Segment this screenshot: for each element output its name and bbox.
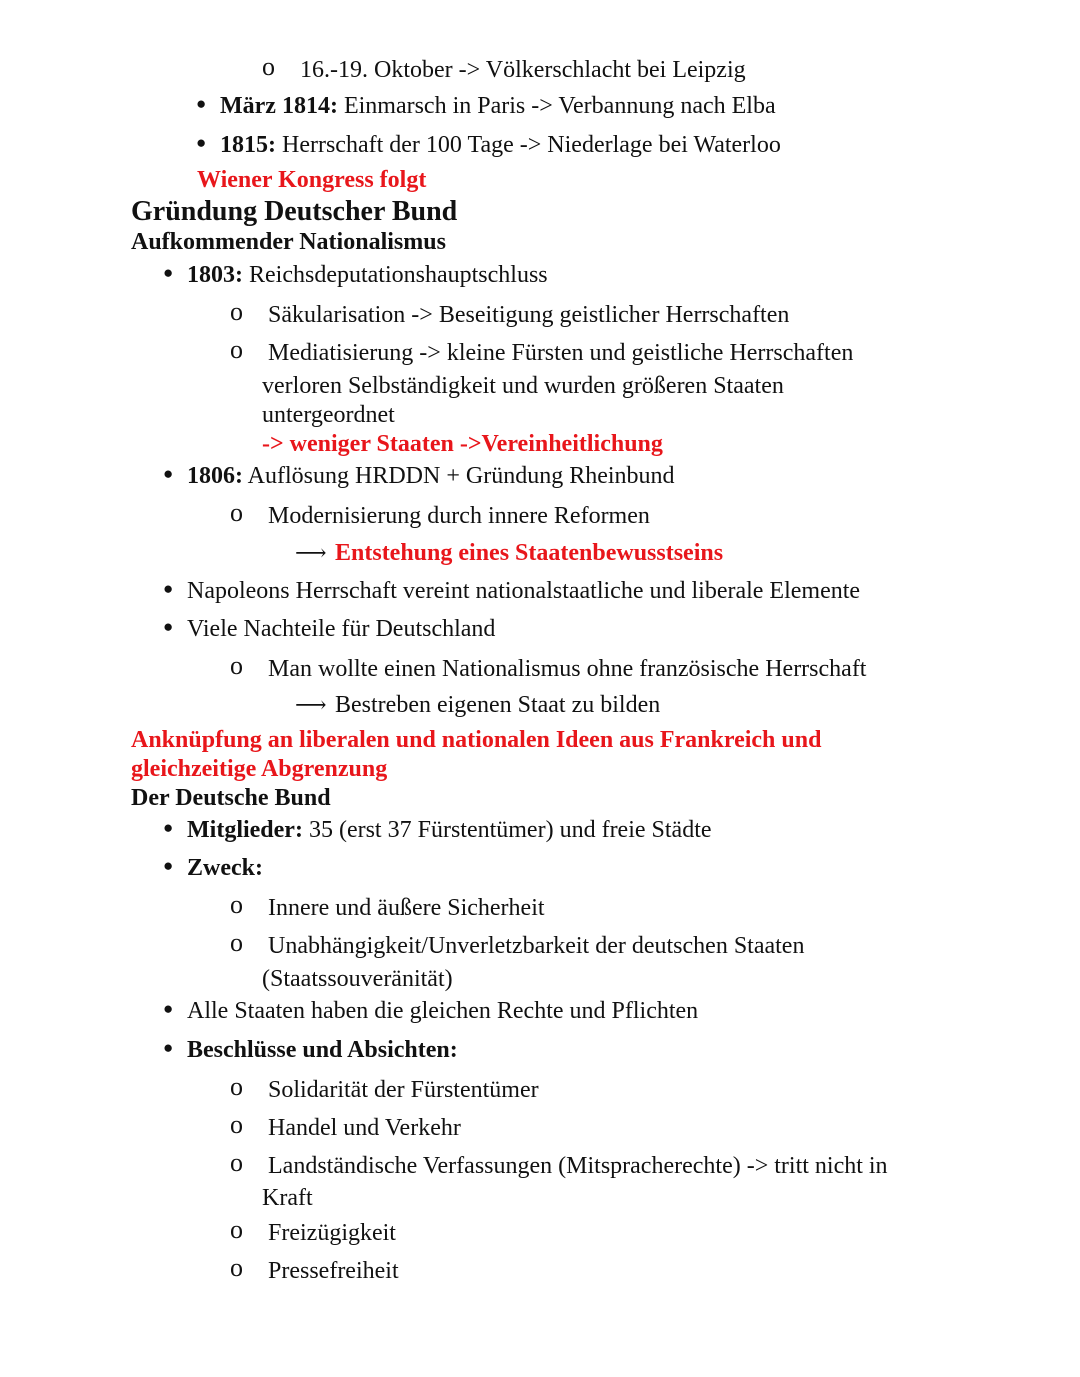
document-line: [230, 1148, 888, 1181]
circle-icon: o: [230, 651, 243, 680]
line-text: Mediatisierung -> kleine Fürsten und geistliche Herrschaften: [268, 340, 854, 366]
line-text: Mitglieder:: [187, 817, 303, 843]
document-line: [262, 964, 453, 994]
bullet-icon: ●: [163, 263, 174, 282]
line-text: 16.-19. Oktober -> Völkerschlacht bei Leipzig: [300, 57, 746, 83]
line-text: Handel und Verkehr: [268, 1115, 461, 1141]
highlight-text: gleichzeitige Abgrenzung: [131, 756, 388, 782]
circle-icon: o: [230, 297, 243, 326]
circle-icon: o: [262, 52, 275, 81]
document-line: [262, 371, 784, 401]
bullet-icon: ●: [163, 617, 174, 636]
circle-icon: o: [230, 890, 243, 919]
line-text: Solidarität der Fürstentümer: [268, 1077, 539, 1103]
line-text: Säkularisation -> Beseitigung geistlicher Herrschaften: [268, 302, 790, 328]
document-line: [230, 1215, 396, 1248]
line-text: Landständische Verfassungen (Mitspracherechte) -> tritt nicht in: [268, 1153, 888, 1179]
document-line: [295, 538, 724, 568]
document-line: [295, 690, 661, 720]
document-line: [163, 260, 548, 290]
line-text: Beschlüsse und Absichten:: [187, 1037, 458, 1063]
line-text: (Staatssouveränität): [262, 966, 453, 992]
bullet-icon: ●: [196, 94, 207, 113]
bullet-icon: ●: [163, 1038, 174, 1057]
document-line: [163, 461, 675, 491]
line-text: Pressefreiheit: [268, 1258, 399, 1284]
circle-icon: o: [230, 335, 243, 364]
heading: Aufkommender Nationalismus: [131, 229, 446, 255]
heading: Der Deutsche Bund: [131, 785, 331, 811]
document-line: [131, 783, 331, 813]
line-text: Reichsdeputationshauptschluss: [243, 262, 548, 288]
circle-icon: o: [230, 1215, 243, 1244]
bullet-icon: ●: [163, 464, 174, 483]
document-line: [131, 754, 387, 784]
document-line: [163, 1035, 458, 1065]
document-line: [163, 614, 496, 644]
line-text: 1806:: [187, 463, 243, 489]
line-text: Freizügigkeit: [268, 1220, 396, 1246]
circle-icon: o: [230, 498, 243, 527]
document-line: [230, 297, 790, 330]
document-line: [131, 197, 457, 228]
line-text: 35 (erst 37 Fürstentümer) und freie Städte: [302, 817, 712, 843]
highlight-text: Wiener Kongress folgt: [197, 167, 427, 193]
line-text: Man wollte einen Nationalismus ohne französische Herrschaft: [268, 656, 867, 682]
line-text: Herrschaft der 100 Tage -> Niederlage bei Waterloo: [276, 132, 781, 158]
heading: Gründung Deutscher Bund: [131, 196, 458, 227]
line-text: Zweck:: [187, 855, 263, 881]
line-text: Modernisierung durch innere Reformen: [268, 503, 650, 529]
document-line: [131, 725, 821, 755]
document-line: [230, 1072, 539, 1105]
document-line: [230, 1253, 399, 1286]
bullet-icon: ●: [163, 856, 174, 875]
highlight-text: Entstehung eines Staatenbewusstseins: [335, 540, 724, 566]
circle-icon: o: [230, 1253, 243, 1282]
circle-icon: o: [230, 1110, 243, 1139]
bullet-icon: ●: [163, 579, 174, 598]
line-text: Unabhängigkeit/Unverletzbarkeit der deutschen Staaten: [268, 933, 805, 959]
document-line: [230, 928, 805, 961]
line-text: Bestreben eigenen Staat zu bilden: [335, 692, 661, 718]
highlight-text: Anknüpfung an liberalen und nationalen Ideen aus Frankreich und: [131, 727, 822, 753]
line-text: Auflösung HRDDN + Gründung Rheinbund: [243, 463, 675, 489]
document-line: [262, 400, 395, 430]
document-line: [262, 1183, 313, 1213]
highlight-text: -> weniger Staaten ->Vereinheitlichung: [262, 431, 663, 457]
line-text: 1815:: [220, 132, 276, 158]
document-line: [230, 1110, 461, 1143]
line-text: Viele Nachteile für Deutschland: [187, 616, 496, 642]
document-line: [230, 335, 854, 368]
line-text: verloren Selbständigkeit und wurden größeren Staaten: [262, 373, 784, 399]
document-line: [262, 52, 746, 85]
line-text: Innere und äußere Sicherheit: [268, 895, 545, 921]
arrow-icon: ⟶: [295, 692, 327, 717]
document-line: [163, 853, 263, 883]
line-text: 1803:: [187, 262, 243, 288]
bullet-icon: ●: [163, 999, 174, 1018]
bullet-icon: ●: [163, 818, 174, 837]
document-line: [163, 996, 699, 1026]
circle-icon: o: [230, 1072, 243, 1101]
document-line: [230, 890, 545, 923]
line-text: Napoleons Herrschaft vereint nationalstaatliche und liberale Elemente: [187, 578, 861, 604]
bullet-icon: ●: [196, 133, 207, 152]
arrow-icon: ⟶: [295, 540, 327, 565]
line-text: März 1814:: [220, 93, 338, 119]
document-line: [163, 576, 861, 606]
document-line: [196, 91, 776, 121]
document-line: [230, 498, 650, 531]
document-line: [196, 130, 781, 160]
circle-icon: o: [230, 1148, 243, 1177]
line-text: Einmarsch in Paris -> Verbannung nach Elba: [337, 93, 776, 119]
circle-icon: o: [230, 928, 243, 957]
document-line: [262, 429, 663, 459]
document-line: [131, 227, 446, 257]
document-line: [197, 165, 426, 195]
line-text: Alle Staaten haben die gleichen Rechte und Pflichten: [187, 998, 699, 1024]
line-text: Kraft: [262, 1185, 313, 1211]
document-line: [163, 815, 712, 845]
line-text: untergeordnet: [262, 402, 395, 428]
document-line: [230, 651, 867, 684]
